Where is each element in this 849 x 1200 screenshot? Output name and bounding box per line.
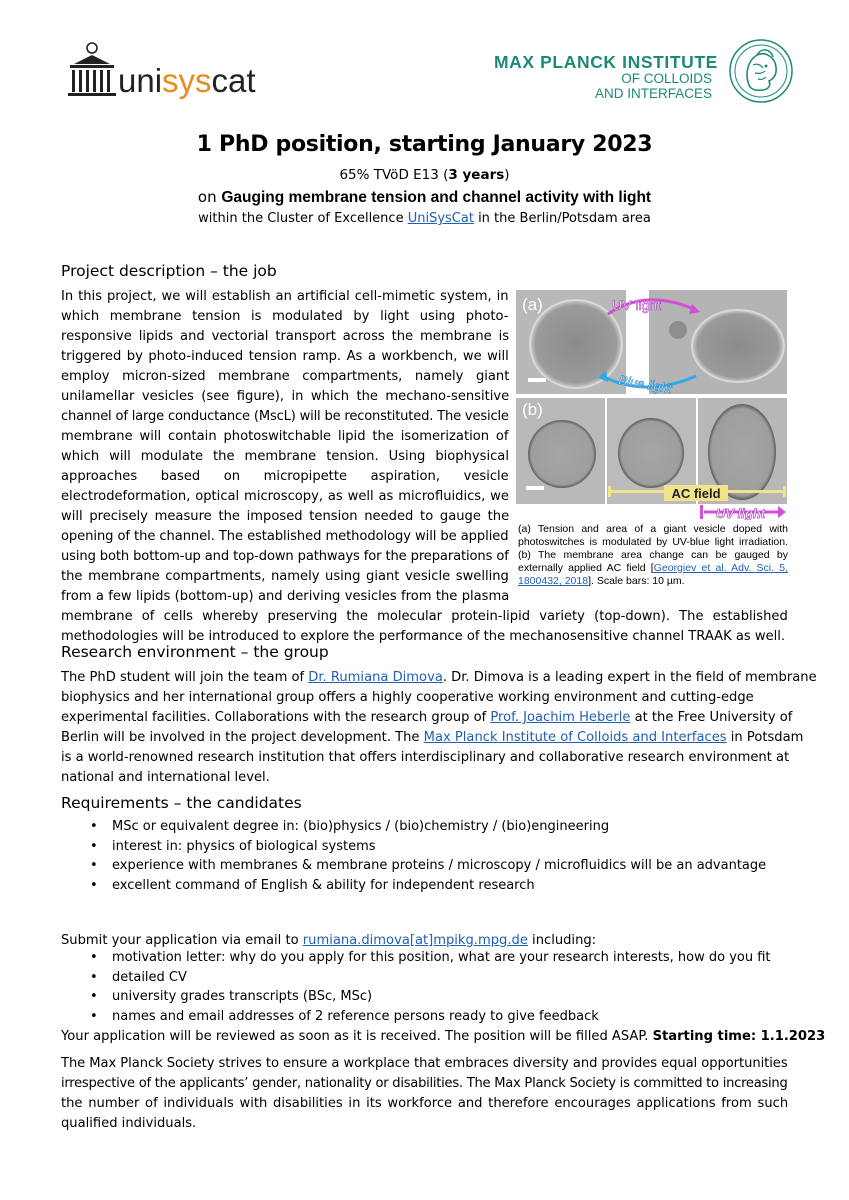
text-line: electrodeformation, optical microscopy, as well as microfluidics, we (61, 489, 509, 504)
svg-text:unisyscat (118, 62, 256, 99)
application-list (90, 950, 771, 1028)
cluster-line: within the Cluster of Excellence UniSysCat in the Berlin/Potsdam area (198, 211, 651, 226)
project-text-full (61, 607, 788, 647)
uv-light-label: UV light (612, 297, 662, 313)
diversity-statement (61, 1054, 788, 1134)
logo-uni: uni (118, 62, 163, 99)
list-item: • names and email addresses of 2 reference persons ready to give feedback (90, 1008, 599, 1024)
text-line: membrane will contain photoswitchable lipid the isomerization of (61, 429, 509, 444)
position-terms: 65% TVöD E13 (3 years) (339, 167, 510, 183)
list-item: • university grades transcripts (BSc, MSc) (90, 989, 373, 1004)
page-title: 1 PhD position, starting January 2023 (196, 132, 653, 157)
logo-cat: cat (211, 62, 256, 99)
text-line: employ micron-sized membrane compartments, namely giant (61, 369, 510, 384)
text-line: irrespective of the applicants’ gender, nationality or disabilities. The Max Planck Society is committed to increasing (61, 1076, 788, 1091)
heberle-link[interactable]: Prof. Joachim Heberle (490, 710, 631, 725)
list-item: • experience with membranes & membrane proteins / microscopy / microfluidics will be an advantage (90, 858, 767, 873)
text-line: the membrane compartments, namely using giant vesicle swelling (61, 569, 509, 584)
list-item: • interest in: physics of biological systems (90, 838, 376, 854)
project-text (61, 287, 509, 607)
text-line: responsive lipids and vectorial transport across the membrane is (61, 329, 510, 344)
dimova-link[interactable]: Dr. Rumiana Dimova (308, 670, 443, 685)
requirements-list (90, 819, 766, 897)
review-note: Your application will be reviewed as soon as it is received. The position will be filled ASAP. Starting time: 1.1.2023 (61, 1029, 826, 1044)
text-line: the number of individuals with disabilities in its workforce and therefore encourages applications from such (61, 1096, 789, 1111)
starting-time: Starting time: 1.1.2023 (652, 1029, 826, 1044)
panel-a-label: (a) (522, 295, 543, 314)
mpi-name-line1: MAX PLANCK INSTITUTE (494, 52, 718, 72)
project-title: on Gauging membrane tension and channel activity with light (197, 188, 652, 206)
unisyscat-logo (60, 40, 260, 102)
blue-light-label: Blue light (617, 372, 673, 397)
research-text: The PhD student will join the team of Dr. Rumiana Dimova. Dr. Dimova is a leading expert in the field of membrane biophysics and her international group offers a highly cooperative working environment and cutting-edge experimental facilities. Collaborations with the research group of Prof. Joachim Heberle at the Free University of Berlin will be involved in the project development. The Max Planck Institute of Colloids and Interfaces in Potsdam is a world-renowned research institution that offers interdisciplinary and collaborative research environment at national and international level. (61, 670, 817, 785)
panel-b-label: (b) (522, 400, 543, 419)
figure-caption: (a) Tension and area of a giant vesicle doped with photoswitches is modulated by UV-blue light irradiation. (b) The membrane area change can be gauged by externally applied AC field [Georgiev et al. Adv. Sci. 5, 1800432, 2018]. Scale bars: 10 µm. (518, 523, 788, 587)
text-line: using both bottom-up and top-down pathways for the preparations of (61, 549, 509, 564)
application-intro: Submit your application via email to rumiana.dimova[at]mpikg.mpg.de including: (61, 933, 597, 948)
logo-sys: sys (162, 62, 212, 99)
uv-light-b-label: UV light (716, 506, 766, 520)
mpi-name-line3: AND INTERFACES (594, 86, 712, 101)
mpi-logo (494, 38, 800, 104)
mpi-name-line2: OF COLLOIDS (621, 71, 712, 86)
text-line: channel of large conductance (MscL) will be reconstituted. The vesicle (61, 409, 509, 424)
ac-field-label: AC field (671, 486, 721, 501)
text-line: unilamellar vesicles (see figure), in which the mechano-sensitive (61, 389, 510, 404)
requirements-heading: Requirements – the candidates (61, 794, 302, 812)
text-line: from a few lipids (bottom-up) and deriving vesicles from the plasma (61, 589, 510, 604)
text-line: which membrane tension is modulated by light using photo- (61, 309, 509, 324)
mpi-link[interactable]: Max Planck Institute of Colloids and Interfaces (423, 730, 727, 745)
minerva-seal-icon (730, 40, 792, 102)
project-heading: Project description – the job (61, 262, 277, 280)
building-icon (68, 43, 116, 96)
list-item: • MSc or equivalent degree in: (bio)physics / (bio)chemistry / (bio)engineering (90, 819, 610, 834)
text-line: qualified individuals. (61, 1116, 197, 1131)
text-line: In this project, we will establish an artificial cell-mimetic system, in (61, 289, 509, 304)
text-line: methodologies will be introduced to explore the performance of the mechanosensitive channel TRAAK as well. (61, 629, 786, 644)
text-line: The Max Planck Society strives to ensure a workplace that embraces diversity and provides equal opportunities (61, 1056, 788, 1071)
unisyscat-link[interactable]: UniSysCat (407, 211, 474, 226)
research-heading: Research environment – the group (61, 643, 329, 661)
list-item: • detailed CV (90, 969, 187, 985)
list-item: • excellent command of English & ability for independent research (90, 877, 535, 893)
email-link[interactable]: rumiana.dimova[at]mpikg.mpg.de (302, 933, 528, 948)
text-line: approaches based on micropipette aspiration, vesicle (61, 469, 509, 484)
text-line: will precisely measure the imposed tension needed to gauge the (61, 509, 510, 524)
text-line: which will modulate the membrane tension. Using biophysical (61, 449, 509, 464)
vesicle-figure (516, 290, 787, 520)
text-line: triggered by photo-induced tension ramp. As a workbench, we will (61, 349, 509, 364)
georgiev-reference-link[interactable]: Georgiev et al. Adv. Sci. 5, 1800432, 2018 (518, 562, 788, 587)
list-item: • motivation letter: why do you apply for this position, what are your research interests, how do you fit (90, 950, 771, 965)
duration: 3 years (448, 167, 505, 183)
text-line: membrane of cells whereby preserving the molecular protein-lipid variety (top-down). The established (61, 609, 788, 624)
text-line: opening of the channel. The established methodology will be applied (61, 529, 509, 544)
